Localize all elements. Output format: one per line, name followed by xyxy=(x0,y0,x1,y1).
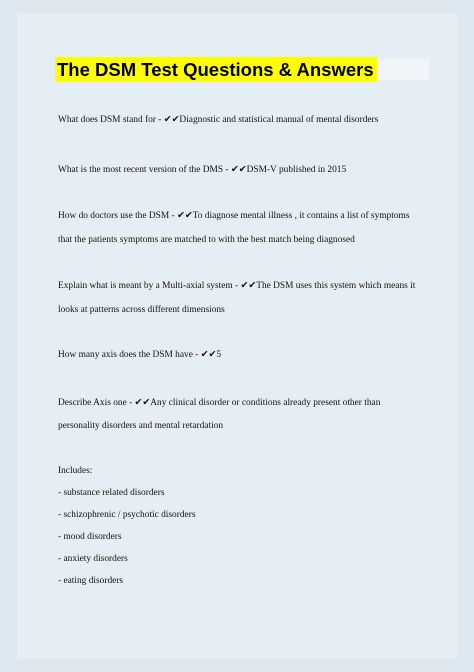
question-dsm-stand-for: What does DSM stand for - ✔✔Diagnostic and statistical manual of mental disorders xyxy=(58,115,379,125)
question-axis-one: Describe Axis one - ✔✔Any clinical disorder or conditions already present other than xyxy=(58,398,381,408)
question-recent-version: What is the most recent version of the DMS - ✔✔DSM-V published in 2015 xyxy=(58,165,347,175)
question-doctors-use: How do doctors use the DSM - ✔✔To diagnose mental illness , it contains a list of symptoms xyxy=(58,211,410,221)
answer-continuation: personality disorders and mental retardation xyxy=(58,421,224,431)
answer-continuation: looks at patterns across different dimensions xyxy=(58,305,225,315)
list-item: - mood disorders xyxy=(58,532,122,542)
includes-heading: Includes: xyxy=(58,466,93,476)
question-multi-axial: Explain what is meant by a Multi-axial system - ✔✔The DSM uses this system which means it xyxy=(58,281,416,291)
list-item: - eating disorders xyxy=(58,576,124,586)
document-page xyxy=(17,13,458,659)
list-item: - schizophrenic / psychotic disorders xyxy=(58,510,196,520)
question-how-many-axis: How many axis does the DSM have - ✔✔5 xyxy=(58,350,222,360)
document-title: The DSM Test Questions & Answers xyxy=(55,57,377,82)
list-item: - anxiety disorders xyxy=(58,554,128,564)
list-item: - substance related disorders xyxy=(58,488,165,498)
answer-continuation: that the patients symptoms are matched to with the best match being diagnosed xyxy=(58,235,355,245)
